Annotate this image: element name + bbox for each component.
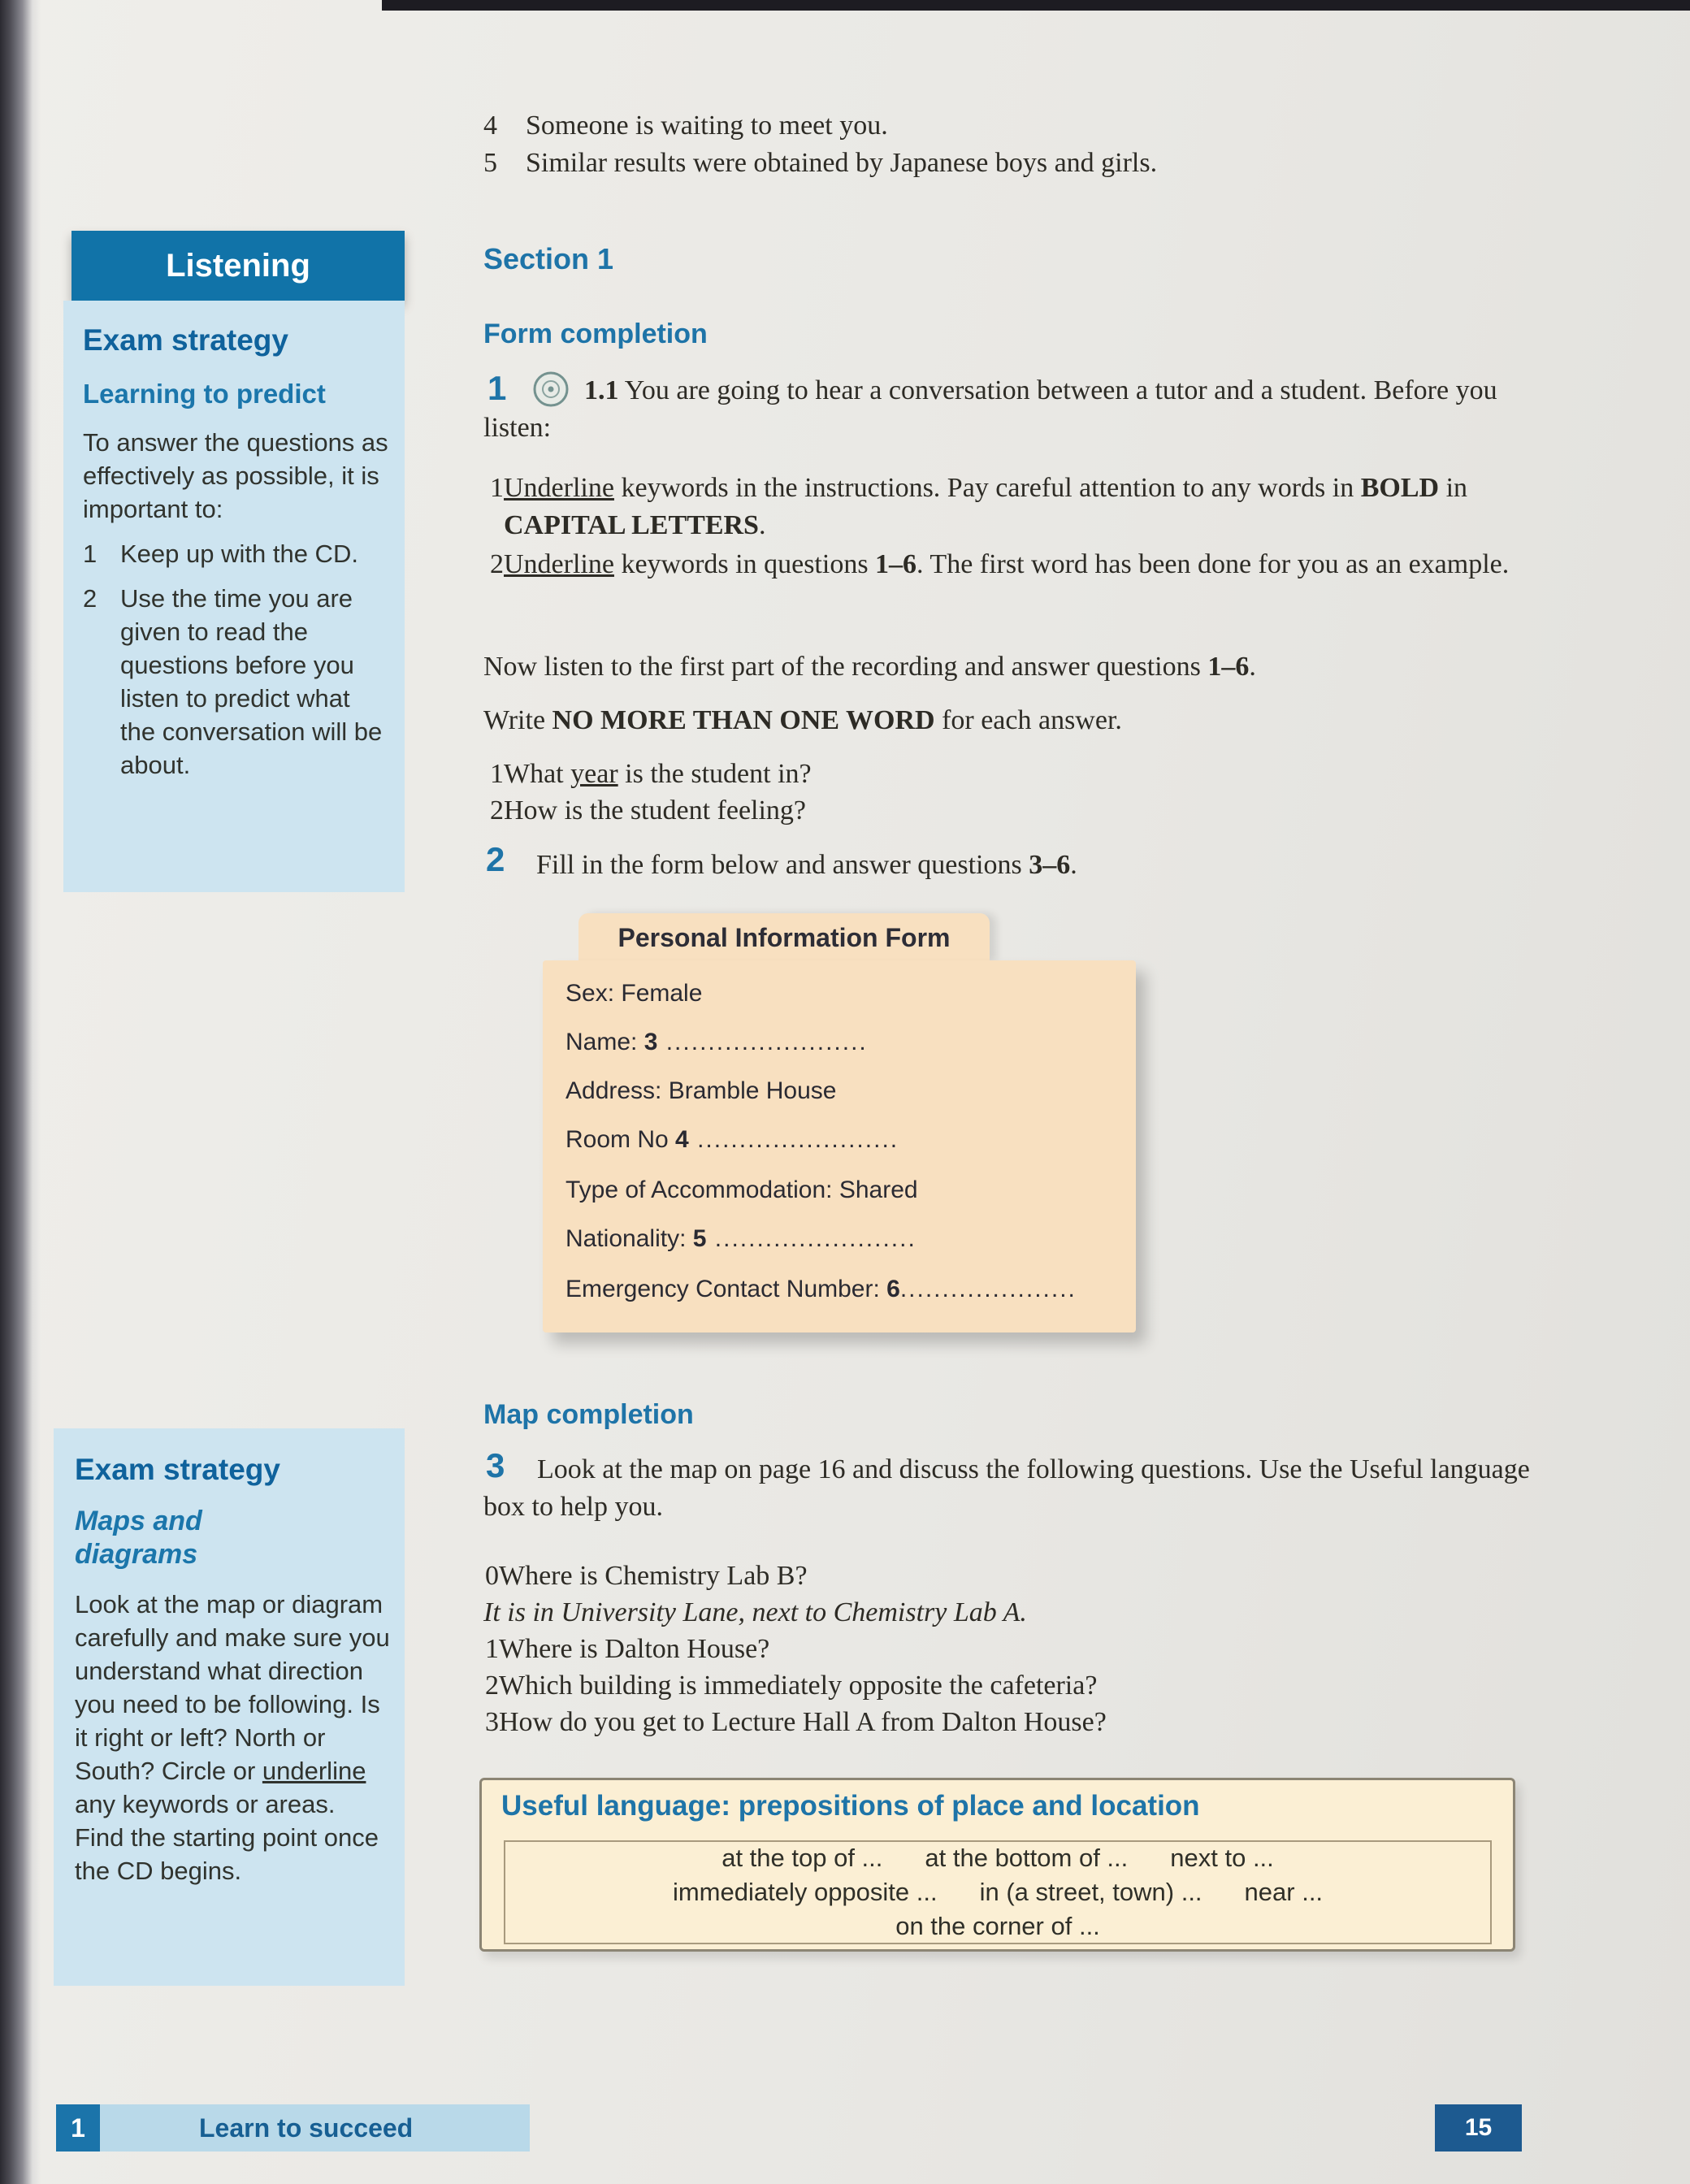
write-instruction: Write NO MORE THAN ONE WORD for each answer. — [483, 705, 1122, 735]
listening-section-tab: Listening — [72, 231, 405, 301]
instruction-step — [490, 546, 1532, 583]
form-field-room: Room No 4 ........................ — [566, 1126, 899, 1153]
unit-title: Learn to succeed — [199, 2112, 414, 2143]
strategy-item-number: 2 — [83, 584, 98, 613]
exercise-number: 2 — [486, 840, 505, 878]
strategy-item-number: 1 — [83, 540, 98, 568]
personal-information-form — [543, 960, 1136, 1332]
exam-strategy-box-listening — [63, 301, 405, 892]
map-completion-heading: Map completion — [483, 1399, 694, 1430]
question-row — [490, 756, 1532, 793]
page-number-badge: 15 — [1435, 2104, 1522, 2152]
question-text: How is the student feeling? — [504, 795, 807, 826]
instruction-step — [490, 470, 1532, 544]
map-question-row — [485, 1631, 1527, 1668]
question-number: 3 — [485, 1707, 499, 1737]
list-item — [483, 107, 1418, 145]
question-row — [490, 792, 1532, 830]
form-completion-heading: Form completion — [483, 318, 708, 349]
exam-strategy-heading: Exam strategy — [83, 323, 288, 357]
form-field-address: Address: Bramble House — [566, 1077, 837, 1104]
unit-number-badge: 1 — [56, 2104, 100, 2152]
form-field-name: Name: 3 ........................ — [566, 1029, 868, 1055]
exam-strategy-subheading: Learning to predict — [83, 379, 326, 409]
prepositions-line: on the corner of ... — [895, 1912, 1100, 1940]
question-text: How do you get to Lecture Hall A from Dalton House? — [499, 1707, 1107, 1737]
example-answer: It is in University Lane, next to Chemistry Lab A. — [483, 1597, 1027, 1627]
step-number: 2 — [490, 549, 504, 579]
exam-strategy-body: Look at the map or diagram carefully and make sure you understand what direction you need to be following. Is it right or left? North or South? Circle or underline any keywords or areas. Find the starting point once the CD begins. — [75, 1590, 390, 1885]
question-number: 1 — [490, 759, 504, 789]
strategy-item-text: Keep up with the CD. — [120, 540, 358, 568]
question-number: 0 — [485, 1561, 499, 1591]
exercise-number: 1 — [488, 369, 507, 407]
strategy-list-item — [83, 537, 390, 570]
listen-instruction: Now listen to the first part of the recording and answer questions 1–6. — [483, 652, 1256, 682]
question-text: What year is the student in? — [504, 759, 812, 789]
map-question-row — [485, 1704, 1527, 1741]
exercise-number: 3 — [486, 1446, 505, 1484]
form-field-sex: Sex: Female — [566, 980, 703, 1007]
map-question-row — [485, 1558, 1527, 1595]
step-text: Underline keywords in the instructions. Pay careful attention to any words in BOLD in CAPITAL LETTERS. — [504, 473, 1468, 540]
prepositions-line: immediately opposite ... in (a street, town) ... near ... — [672, 1878, 1324, 1906]
question-text: Where is Dalton House? — [499, 1634, 770, 1664]
map-question-row — [485, 1667, 1527, 1705]
book-spine-shadow — [0, 0, 41, 2184]
question-number: 2 — [485, 1670, 499, 1701]
useful-language-title: Useful language: prepositions of place and location — [501, 1790, 1200, 1822]
question-text: Which building is immediately opposite the cafeteria? — [499, 1670, 1098, 1701]
list-item-number: 5 — [483, 148, 497, 178]
prepositions-line: at the top of ... at the bottom of ... next to ... — [722, 1844, 1274, 1872]
footer-unit-bar — [100, 2104, 530, 2152]
question-text: Where is Chemistry Lab B? — [499, 1561, 808, 1591]
exercise1-intro: 1.1 You are going to hear a conversation between a tutor and a student. Before you listen: — [483, 375, 1497, 443]
form-field-emergency-contact: Emergency Contact Number: 6..................... — [566, 1276, 1077, 1302]
question-number: 2 — [490, 795, 504, 826]
exercise2-text: Fill in the form below and answer questions 3–6. — [536, 850, 1077, 880]
list-item-text: Similar results were obtained by Japanese boys and girls. — [526, 148, 1158, 178]
list-item-text: Someone is waiting to meet you. — [526, 110, 888, 141]
question-number: 1 — [485, 1634, 499, 1664]
strategy-item-text: Use the time you are given to read the questions before you listen to predict what the conversation will be about. — [120, 584, 383, 779]
useful-language-inner-box — [504, 1840, 1492, 1944]
exam-strategy-box-maps — [54, 1428, 405, 1986]
step-number: 1 — [490, 473, 504, 503]
exam-strategy-heading: Exam strategy — [75, 1453, 280, 1486]
page-top-edge — [382, 0, 1690, 11]
exam-strategy-intro: To answer the questions as effectively as possible, it is important to: — [83, 428, 388, 523]
top-list-continuation — [483, 107, 1418, 182]
form-field-accommodation: Type of Accommodation: Shared — [566, 1176, 918, 1203]
useful-language-box — [479, 1778, 1515, 1952]
section-heading: Section 1 — [483, 242, 614, 275]
strategy-list-item — [83, 582, 390, 782]
step-text: Underline keywords in questions 1–6. The first word has been done for you as an example. — [504, 549, 1510, 579]
list-item-number: 4 — [483, 110, 497, 141]
exam-strategy-subheading: Maps and diagrams — [75, 1506, 202, 1570]
form-title-tab: Personal Information Form — [578, 913, 990, 962]
list-item — [483, 145, 1418, 182]
form-field-nationality: Nationality: 5 ........................ — [566, 1225, 916, 1252]
exercise3-text: Look at the map on page 16 and discuss the following questions. Use the Useful language box to help you. — [483, 1454, 1530, 1522]
